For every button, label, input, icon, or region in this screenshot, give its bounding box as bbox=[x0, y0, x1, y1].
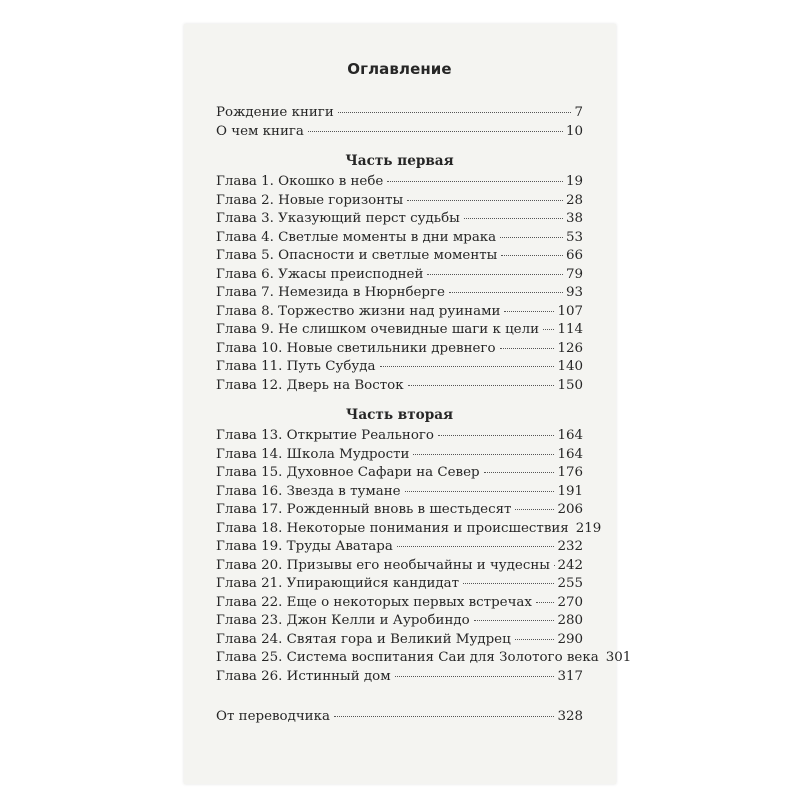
toc-entry bbox=[216, 575, 583, 594]
toc-entry bbox=[216, 104, 583, 123]
dot-leader bbox=[484, 472, 555, 473]
part-two-list bbox=[216, 427, 632, 686]
toc-entry-page: 126 bbox=[557, 340, 583, 356]
toc-entry-page: 290 bbox=[557, 631, 583, 647]
toc-entry-page: 107 bbox=[557, 303, 583, 319]
toc-entry-page: 10 bbox=[565, 123, 583, 139]
toc-entry-label: Глава 8. Торжество жизни над руинами bbox=[216, 303, 501, 319]
toc-entry bbox=[216, 247, 583, 266]
toc-entry-page: 28 bbox=[565, 192, 583, 208]
toc-entry-label: Глава 11. Путь Субуда bbox=[216, 359, 376, 374]
toc-entry bbox=[216, 612, 583, 631]
toc-entry-label: Глава 19. Труды Аватара bbox=[216, 539, 393, 554]
dot-leader bbox=[515, 509, 554, 510]
toc-entry-label: Глава 5. Опасности и светлые моменты bbox=[216, 248, 498, 263]
toc-entry-label: Глава 2. Новые горизонты bbox=[216, 192, 404, 208]
toc-entry-page: 176 bbox=[557, 465, 583, 480]
dot-leader bbox=[407, 200, 563, 201]
part-one-list bbox=[216, 173, 583, 395]
toc-entry-label: Глава 17. Рожденный вновь в шестьдесят bbox=[216, 502, 512, 517]
dot-leader bbox=[464, 218, 563, 219]
page-title: Оглавление bbox=[347, 60, 452, 78]
dot-leader bbox=[334, 716, 554, 717]
toc-entry-label: Глава 23. Джон Келли и Ауробиндо bbox=[216, 613, 470, 628]
toc-entry-page: 164 bbox=[557, 428, 583, 443]
dot-leader bbox=[500, 237, 563, 238]
dot-leader bbox=[308, 131, 563, 132]
toc-entry bbox=[216, 303, 583, 322]
toc-content bbox=[216, 60, 632, 727]
toc-entry bbox=[216, 173, 583, 192]
toc-entry-label: Рождение книги bbox=[216, 105, 334, 120]
toc-entry bbox=[216, 358, 583, 377]
toc-entry-page: 328 bbox=[557, 709, 583, 724]
toc-entry bbox=[216, 446, 583, 465]
dot-leader bbox=[395, 676, 555, 677]
front-matter-list bbox=[216, 104, 583, 141]
dot-leader bbox=[504, 311, 554, 312]
toc-entry bbox=[216, 266, 583, 285]
toc-entry-label: Глава 10. Новые светильники древнего bbox=[216, 340, 496, 356]
toc-entry-page: 66 bbox=[565, 248, 583, 263]
toc-entry-label: От переводчика bbox=[216, 709, 330, 724]
dot-leader bbox=[536, 602, 554, 603]
toc-entry-page: 19 bbox=[565, 174, 583, 189]
toc-entry-label: Глава 20. Призывы его необычайны и чудесны bbox=[216, 557, 550, 573]
toc-entry bbox=[216, 464, 583, 483]
toc-entry bbox=[216, 483, 583, 502]
dot-leader bbox=[501, 255, 563, 256]
toc-entry bbox=[216, 501, 583, 520]
toc-entry bbox=[216, 192, 583, 211]
toc-entry-label: Глава 9. Не слишком очевидные шаги к цели bbox=[216, 322, 540, 337]
toc-entry-label: Глава 18. Некоторые понимания и происшествия bbox=[216, 520, 569, 536]
toc-entry-page: 242 bbox=[557, 557, 583, 573]
toc-entry-label: Глава 21. Упирающийся кандидат bbox=[216, 576, 460, 591]
toc-entry-label: Глава 15. Духовное Сафари на Север bbox=[216, 465, 480, 480]
toc-entry bbox=[216, 229, 583, 248]
toc-entry-label: Глава 13. Открытие Реального bbox=[216, 428, 434, 443]
dot-leader bbox=[408, 385, 555, 386]
book-page bbox=[184, 24, 632, 784]
toc-entry-page: 270 bbox=[557, 594, 583, 610]
toc-entry-page: 93 bbox=[565, 285, 583, 300]
toc-entry bbox=[216, 538, 583, 557]
toc-entry-label: О чем книга bbox=[216, 123, 304, 139]
toc-entry bbox=[216, 708, 583, 727]
dot-leader bbox=[554, 565, 555, 566]
toc-entry bbox=[216, 210, 583, 229]
toc-entry-page: 140 bbox=[557, 359, 583, 374]
toc-entry-label: Глава 12. Дверь на Восток bbox=[216, 377, 404, 393]
dot-leader bbox=[413, 454, 554, 455]
toc-entry bbox=[216, 631, 583, 650]
toc-entry bbox=[216, 557, 583, 576]
toc-entry-page: 53 bbox=[565, 229, 583, 245]
toc-entry bbox=[216, 123, 583, 142]
toc-entry-page: 232 bbox=[557, 539, 583, 554]
toc-entry-page: 206 bbox=[557, 502, 583, 517]
toc-entry-label: Глава 24. Святая гора и Великий Мудрец bbox=[216, 631, 511, 647]
dot-leader bbox=[500, 348, 555, 349]
toc-entry-label: Глава 6. Ужасы преисподней bbox=[216, 266, 424, 282]
spacer bbox=[216, 686, 583, 708]
dot-leader bbox=[543, 329, 554, 330]
dot-leader bbox=[463, 583, 554, 584]
toc-entry-page: 191 bbox=[557, 483, 583, 499]
toc-entry-label: Глава 3. Указующий перст судьбы bbox=[216, 211, 460, 226]
toc-entry-label: Глава 25. Система воспитания Саи для Золотого века bbox=[216, 650, 599, 665]
toc-entry bbox=[216, 594, 583, 613]
toc-entry-label: Глава 22. Еще о некоторых первых встречах bbox=[216, 594, 532, 610]
toc-entry-label: Глава 14. Школа Мудрости bbox=[216, 446, 410, 462]
toc-entry-page: 317 bbox=[557, 668, 583, 684]
part-one-title: Часть первая bbox=[345, 153, 454, 169]
toc-entry bbox=[216, 520, 602, 539]
dot-leader bbox=[438, 435, 554, 436]
toc-entry bbox=[216, 649, 632, 668]
dot-leader bbox=[338, 112, 572, 113]
toc-entry-label: Глава 16. Звезда в тумане bbox=[216, 483, 401, 499]
toc-entry-page: 38 bbox=[565, 211, 583, 226]
toc-entry-page: 164 bbox=[557, 446, 583, 462]
toc-entry bbox=[216, 340, 583, 359]
part-two-title: Часть вторая bbox=[345, 407, 454, 423]
toc-entry-label: Глава 7. Немезида в Нюрнберге bbox=[216, 285, 445, 300]
dot-leader bbox=[449, 292, 563, 293]
toc-entry-page: 114 bbox=[557, 322, 583, 337]
toc-entry-page: 301 bbox=[605, 650, 632, 665]
toc-entry bbox=[216, 668, 583, 687]
toc-entry bbox=[216, 427, 583, 446]
dot-leader bbox=[427, 274, 563, 275]
dot-leader bbox=[515, 639, 555, 640]
dot-leader bbox=[405, 491, 555, 492]
toc-entry-page: 79 bbox=[565, 266, 583, 282]
dot-leader bbox=[387, 181, 563, 182]
toc-entry bbox=[216, 284, 583, 303]
back-matter-list bbox=[216, 708, 583, 727]
toc-entry-page: 219 bbox=[575, 520, 602, 536]
toc-entry bbox=[216, 377, 583, 396]
dot-leader bbox=[397, 546, 555, 547]
toc-entry-page: 7 bbox=[574, 105, 583, 120]
toc-entry bbox=[216, 321, 583, 340]
toc-entry-label: Глава 1. Окошко в небе bbox=[216, 174, 384, 189]
dot-leader bbox=[474, 620, 555, 621]
toc-entry-page: 280 bbox=[557, 613, 583, 628]
toc-entry-page: 150 bbox=[557, 377, 583, 393]
dot-leader bbox=[380, 366, 555, 367]
toc-entry-label: Глава 26. Истинный дом bbox=[216, 668, 391, 684]
toc-entry-label: Глава 4. Светлые моменты в дни мрака bbox=[216, 229, 497, 245]
toc-entry-page: 255 bbox=[557, 576, 583, 591]
